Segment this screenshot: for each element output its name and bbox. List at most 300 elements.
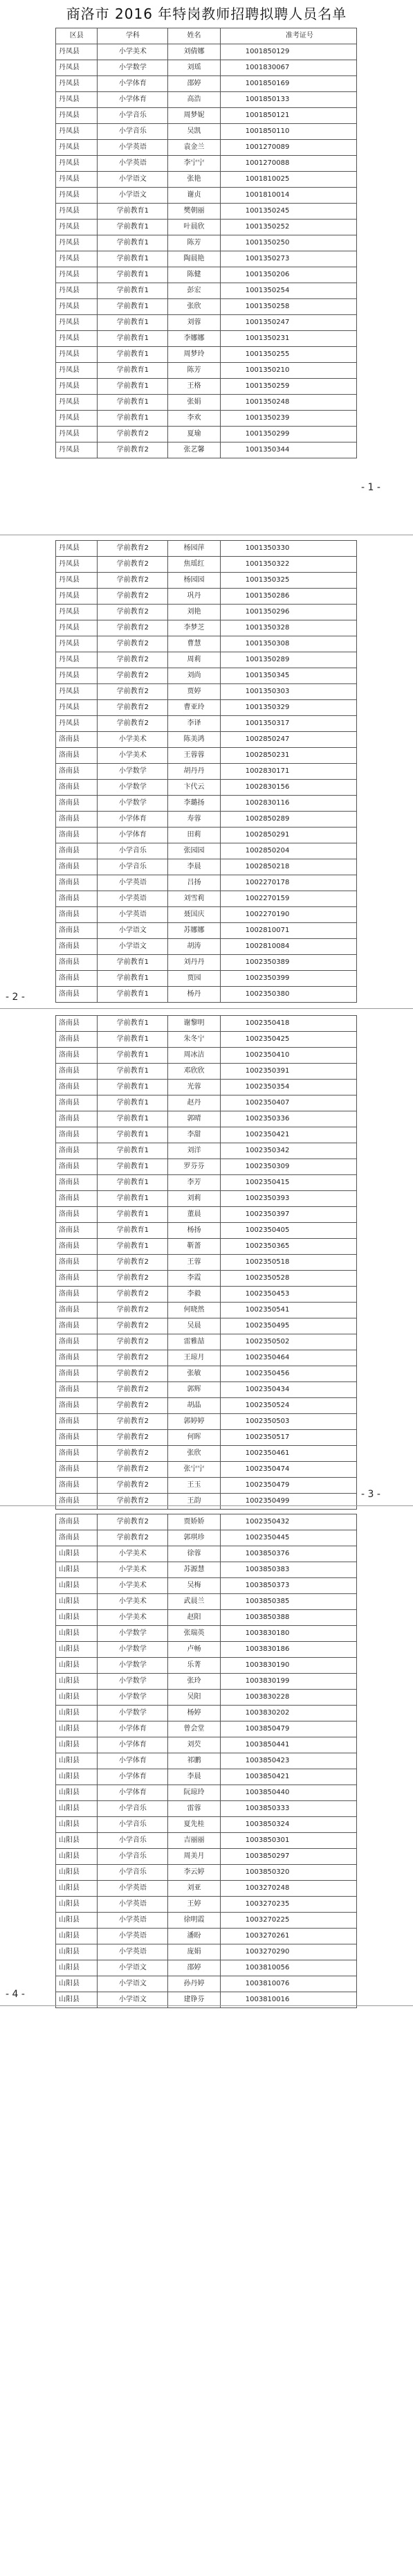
- cell-exam-id: 1003810076: [220, 1976, 356, 1992]
- cell-subject: 学前教育2: [98, 1530, 168, 1546]
- list-table-4: [55, 1514, 357, 2008]
- cell-subject: 小学数学: [98, 1706, 168, 1721]
- cell-exam-id: 1002350453: [220, 1287, 356, 1303]
- cell-district: 丹凤县: [56, 573, 98, 589]
- cell-name: 陈芳: [168, 235, 220, 251]
- cell-name: 周梦玲: [168, 347, 220, 363]
- cell-exam-id: 1002270178: [220, 875, 356, 891]
- cell-exam-id: 1001350255: [220, 347, 356, 363]
- cell-name: 李欢: [168, 411, 220, 427]
- table-row: [56, 235, 357, 251]
- cell-name: 李娜娜: [168, 331, 220, 347]
- cell-name: 李云婷: [168, 1865, 220, 1881]
- cell-subject: 小学英语: [98, 907, 168, 923]
- cell-exam-id: 1002830156: [220, 780, 356, 796]
- cell-exam-id: 1002830116: [220, 796, 356, 812]
- cell-name: 建铮芬: [168, 1992, 220, 2008]
- cell-district: 洛南县: [56, 1239, 98, 1255]
- cell-subject: 学前教育1: [98, 283, 168, 299]
- cell-exam-id: 1003850388: [220, 1610, 356, 1626]
- cell-exam-id: 1002350495: [220, 1318, 356, 1334]
- cell-district: 洛南县: [56, 1127, 98, 1143]
- cell-subject: 小学体育: [98, 1753, 168, 1769]
- cell-exam-id: 1002350389: [220, 955, 356, 971]
- cell-district: 丹凤县: [56, 636, 98, 652]
- table-row: [56, 573, 357, 589]
- cell-subject: 小学语文: [98, 172, 168, 188]
- cell-subject: 学前教育1: [98, 1111, 168, 1127]
- cell-subject: 学前教育2: [98, 1430, 168, 1446]
- cell-exam-id: 1002350503: [220, 1414, 356, 1430]
- cell-exam-id: 1001350231: [220, 331, 356, 347]
- cell-district: 洛南县: [56, 748, 98, 764]
- cell-subject: 学前教育2: [98, 700, 168, 716]
- cell-district: 山阳县: [56, 1626, 98, 1642]
- cell-exam-id: 1002850289: [220, 812, 356, 828]
- cell-exam-id: 1003830180: [220, 1626, 356, 1642]
- table-row: [56, 204, 357, 220]
- cell-district: 丹凤县: [56, 605, 98, 620]
- table-row: [56, 363, 357, 379]
- cell-subject: 学前教育2: [98, 442, 168, 458]
- table-row: [56, 156, 357, 172]
- cell-name: 陈健: [168, 267, 220, 283]
- cell-name: 李璐扬: [168, 796, 220, 812]
- cell-exam-id: 1003850479: [220, 1721, 356, 1737]
- cell-district: 洛南县: [56, 1255, 98, 1271]
- table-row: [56, 812, 357, 828]
- cell-name: 刘洋: [168, 1143, 220, 1159]
- cell-subject: 小学英语: [98, 875, 168, 891]
- cell-name: 高浩: [168, 92, 220, 108]
- cell-exam-id: 1002350461: [220, 1446, 356, 1462]
- cell-name: 杨园萍: [168, 541, 220, 557]
- cell-name: 周莉: [168, 652, 220, 668]
- cell-district: 洛南县: [56, 1478, 98, 1494]
- cell-subject: 学前教育1: [98, 987, 168, 1003]
- cell-name: 刘尚: [168, 668, 220, 684]
- cell-name: 徐明霞: [168, 1913, 220, 1929]
- table-row: [56, 1865, 357, 1881]
- cell-exam-id: 1002350336: [220, 1111, 356, 1127]
- table-row: [56, 140, 357, 156]
- table-row: [56, 1414, 357, 1430]
- table-row: [56, 1785, 357, 1801]
- table-row: [56, 923, 357, 939]
- cell-subject: 小学音乐: [98, 108, 168, 124]
- cell-district: 丹凤县: [56, 156, 98, 172]
- cell-district: 洛南县: [56, 955, 98, 971]
- cell-name: 祁鹏: [168, 1753, 220, 1769]
- cell-district: 山阳县: [56, 1721, 98, 1737]
- cell-exam-id: 1002350415: [220, 1175, 356, 1191]
- table-row: [56, 347, 357, 363]
- cell-name: 武晨兰: [168, 1594, 220, 1610]
- cell-exam-id: 1002350499: [220, 1494, 356, 1510]
- cell-name: 刘丹丹: [168, 955, 220, 971]
- cell-exam-id: 1001850110: [220, 124, 356, 140]
- cell-name: 胡丹丹: [168, 764, 220, 780]
- cell-exam-id: 1001270089: [220, 140, 356, 156]
- table-row: [56, 172, 357, 188]
- cell-district: 丹凤县: [56, 60, 98, 76]
- cell-district: 山阳县: [56, 1992, 98, 2008]
- cell-exam-id: 1002350421: [220, 1127, 356, 1143]
- cell-subject: 小学美术: [98, 1562, 168, 1578]
- table-row: [56, 1626, 357, 1642]
- cell-subject: 小学体育: [98, 92, 168, 108]
- cell-exam-id: 1002350541: [220, 1303, 356, 1318]
- cell-subject: 学前教育2: [98, 1334, 168, 1350]
- cell-exam-id: 1001350345: [220, 668, 356, 684]
- cell-district: 山阳县: [56, 1801, 98, 1817]
- cell-name: 李霞: [168, 1271, 220, 1287]
- cell-exam-id: 1002350518: [220, 1255, 356, 1271]
- cell-subject: 小学数学: [98, 780, 168, 796]
- table-row: [56, 1833, 357, 1849]
- cell-name: 杨婷: [168, 1706, 220, 1721]
- cell-name: 夏先桂: [168, 1817, 220, 1833]
- cell-name: 曾会堂: [168, 1721, 220, 1737]
- cell-exam-id: 1002850231: [220, 748, 356, 764]
- cell-name: 聂国庆: [168, 907, 220, 923]
- cell-name: 郭琪珍: [168, 1530, 220, 1546]
- cell-subject: 小学音乐: [98, 1849, 168, 1865]
- cell-subject: 小学音乐: [98, 1865, 168, 1881]
- cell-subject: 小学语文: [98, 1992, 168, 2008]
- cell-name: 王蓉蓉: [168, 748, 220, 764]
- cell-exam-id: 1002350479: [220, 1478, 356, 1494]
- cell-name: 张欣: [168, 1446, 220, 1462]
- cell-district: 丹凤县: [56, 283, 98, 299]
- cell-exam-id: 1001350210: [220, 363, 356, 379]
- cell-district: 洛南县: [56, 987, 98, 1003]
- cell-subject: 学前教育2: [98, 1303, 168, 1318]
- table-row: [56, 1494, 357, 1510]
- cell-exam-id: 1002350309: [220, 1159, 356, 1175]
- cell-subject: 小学数学: [98, 796, 168, 812]
- cell-exam-id: 1003270248: [220, 1881, 356, 1897]
- cell-district: 洛南县: [56, 780, 98, 796]
- table-row: [56, 1960, 357, 1976]
- cell-name: 邵婷: [168, 76, 220, 92]
- cell-district: 洛南县: [56, 1048, 98, 1064]
- table-row: [56, 92, 357, 108]
- cell-district: 山阳县: [56, 1881, 98, 1897]
- cell-subject: 学前教育1: [98, 379, 168, 395]
- table-row: [56, 1430, 357, 1446]
- cell-district: 洛南县: [56, 1143, 98, 1159]
- cell-subject: 学前教育2: [98, 605, 168, 620]
- cell-subject: 学前教育2: [98, 684, 168, 700]
- cell-district: 洛南县: [56, 1350, 98, 1366]
- cell-subject: 小学英语: [98, 1897, 168, 1913]
- table-row: [56, 1446, 357, 1462]
- cell-district: 山阳县: [56, 1562, 98, 1578]
- cell-district: 山阳县: [56, 1785, 98, 1801]
- document-title: 商洛市 2016 年特岗教师招聘拟聘人员名单: [66, 6, 347, 22]
- table-row: [56, 1462, 357, 1478]
- cell-exam-id: 1002350407: [220, 1095, 356, 1111]
- cell-name: 苏源慧: [168, 1562, 220, 1578]
- cell-exam-id: 1001350296: [220, 605, 356, 620]
- table-row: [56, 796, 357, 812]
- cell-exam-id: 1002350397: [220, 1207, 356, 1223]
- cell-district: 山阳县: [56, 1960, 98, 1976]
- cell-district: 丹凤县: [56, 411, 98, 427]
- table-row: [56, 1287, 357, 1303]
- cell-name: 王格: [168, 379, 220, 395]
- cell-name: 王婷: [168, 1897, 220, 1913]
- cell-name: 张园园: [168, 843, 220, 859]
- table-row: [56, 843, 357, 859]
- cell-exam-id: 1003830228: [220, 1690, 356, 1706]
- cell-subject: 学前教育1: [98, 395, 168, 411]
- cell-name: 光蓉: [168, 1080, 220, 1095]
- cell-name: 雷雅喆: [168, 1334, 220, 1350]
- cell-subject: 小学体育: [98, 812, 168, 828]
- cell-exam-id: 1002350342: [220, 1143, 356, 1159]
- cell-exam-id: 1001350289: [220, 652, 356, 668]
- page-number: - 3 -: [361, 1489, 380, 1500]
- cell-district: 洛南县: [56, 1446, 98, 1462]
- cell-district: 洛南县: [56, 1287, 98, 1303]
- cell-district: 丹凤县: [56, 557, 98, 573]
- cell-exam-id: 1002350524: [220, 1398, 356, 1414]
- table-row: [56, 442, 357, 458]
- cell-name: 李译: [168, 716, 220, 732]
- cell-exam-id: 1002350528: [220, 1271, 356, 1287]
- table-row: [56, 315, 357, 331]
- table-row: [56, 1350, 357, 1366]
- table-row: [56, 1769, 357, 1785]
- cell-name: 吉丽丽: [168, 1833, 220, 1849]
- table-row: [56, 331, 357, 347]
- cell-exam-id: 1003830186: [220, 1642, 356, 1658]
- cell-exam-id: 1001350206: [220, 267, 356, 283]
- cell-subject: 小学语文: [98, 939, 168, 955]
- table-row: [56, 780, 357, 796]
- cell-subject: 学前教育1: [98, 1095, 168, 1111]
- cell-district: 洛南县: [56, 1530, 98, 1546]
- cell-subject: 学前教育2: [98, 1271, 168, 1287]
- table-row: [56, 1127, 357, 1143]
- cell-district: 丹凤县: [56, 220, 98, 235]
- cell-exam-id: 1001350344: [220, 442, 356, 458]
- cell-subject: 学前教育1: [98, 204, 168, 220]
- cell-district: 洛南县: [56, 1095, 98, 1111]
- cell-subject: 学前教育2: [98, 1255, 168, 1271]
- cell-subject: 小学数学: [98, 60, 168, 76]
- cell-subject: 小学音乐: [98, 124, 168, 140]
- table-row: [56, 907, 357, 923]
- cell-subject: 小学音乐: [98, 843, 168, 859]
- cell-district: 山阳县: [56, 1833, 98, 1849]
- table-row: [56, 1594, 357, 1610]
- cell-name: 庞娟: [168, 1944, 220, 1960]
- table-row: [56, 891, 357, 907]
- cell-exam-id: 1003850333: [220, 1801, 356, 1817]
- list-table-2: [55, 540, 357, 1003]
- cell-district: 丹凤县: [56, 188, 98, 204]
- cell-name: 刘蓉: [168, 315, 220, 331]
- cell-exam-id: 1001350328: [220, 620, 356, 636]
- cell-subject: 小学英语: [98, 1929, 168, 1944]
- table-row: [56, 427, 357, 442]
- cell-district: 洛南县: [56, 732, 98, 748]
- table-row: [56, 1159, 357, 1175]
- cell-exam-id: 1002350391: [220, 1064, 356, 1080]
- cell-name: 吕扬: [168, 875, 220, 891]
- cell-district: 山阳县: [56, 1594, 98, 1610]
- cell-name: 李晨: [168, 1769, 220, 1785]
- cell-name: 杨丹: [168, 987, 220, 1003]
- cell-name: 胡涛: [168, 939, 220, 955]
- table-row: [56, 955, 357, 971]
- table-row: [56, 828, 357, 843]
- table-row: [56, 1255, 357, 1271]
- cell-district: 洛南县: [56, 764, 98, 780]
- cell-subject: 学前教育1: [98, 1127, 168, 1143]
- table-row: [56, 1546, 357, 1562]
- cell-district: 山阳县: [56, 1913, 98, 1929]
- cell-district: 洛南县: [56, 1111, 98, 1127]
- table-row: [56, 1610, 357, 1626]
- cell-subject: 小学英语: [98, 1913, 168, 1929]
- cell-name: 田莉: [168, 828, 220, 843]
- cell-subject: 小学体育: [98, 76, 168, 92]
- cell-district: 山阳县: [56, 1976, 98, 1992]
- cell-district: 丹凤县: [56, 427, 98, 442]
- table-row: [56, 1578, 357, 1594]
- table-row: [56, 395, 357, 411]
- cell-district: 洛南县: [56, 1318, 98, 1334]
- cell-exam-id: 1001350248: [220, 395, 356, 411]
- cell-exam-id: 1002350410: [220, 1048, 356, 1064]
- cell-name: 孙丹婷: [168, 1976, 220, 1992]
- column-header-subject: 学科: [98, 28, 168, 44]
- table-row: [56, 1064, 357, 1080]
- table-row: [56, 1478, 357, 1494]
- cell-district: 洛南县: [56, 1191, 98, 1207]
- cell-subject: 小学美术: [98, 1578, 168, 1594]
- table-row: [56, 1562, 357, 1578]
- table-row: [56, 1095, 357, 1111]
- cell-exam-id: 1001350303: [220, 684, 356, 700]
- table-row: [56, 764, 357, 780]
- cell-subject: 学前教育2: [98, 1462, 168, 1478]
- cell-name: 曹亚玲: [168, 700, 220, 716]
- cell-subject: 小学体育: [98, 1721, 168, 1737]
- cell-district: 洛南县: [56, 1494, 98, 1510]
- cell-exam-id: 1002350434: [220, 1382, 356, 1398]
- cell-district: 丹凤县: [56, 267, 98, 283]
- cell-name: 何晖: [168, 1430, 220, 1446]
- cell-subject: 小学英语: [98, 156, 168, 172]
- cell-subject: 学前教育1: [98, 1191, 168, 1207]
- cell-exam-id: 1003830202: [220, 1706, 356, 1721]
- cell-name: 赵丹: [168, 1095, 220, 1111]
- cell-name: 董晨: [168, 1207, 220, 1223]
- cell-district: 丹凤县: [56, 363, 98, 379]
- cell-subject: 学前教育1: [98, 411, 168, 427]
- cell-district: 丹凤县: [56, 395, 98, 411]
- cell-subject: 学前教育1: [98, 1207, 168, 1223]
- cell-district: 丹凤县: [56, 652, 98, 668]
- cell-subject: 小学音乐: [98, 1833, 168, 1849]
- cell-name: 夏瑜: [168, 427, 220, 442]
- cell-subject: 学前教育1: [98, 1048, 168, 1064]
- cell-district: 丹凤县: [56, 379, 98, 395]
- cell-exam-id: 1001350325: [220, 573, 356, 589]
- cell-exam-id: 1002830171: [220, 764, 356, 780]
- cell-district: 洛南县: [56, 1032, 98, 1048]
- cell-district: 洛南县: [56, 907, 98, 923]
- cell-district: 洛南县: [56, 1382, 98, 1398]
- cell-subject: 学前教育1: [98, 1143, 168, 1159]
- cell-name: 王玉: [168, 1478, 220, 1494]
- table-row: [56, 1191, 357, 1207]
- cell-exam-id: 1002270159: [220, 891, 356, 907]
- cell-exam-id: 1001270088: [220, 156, 356, 172]
- cell-subject: 小学美术: [98, 748, 168, 764]
- cell-district: 山阳县: [56, 1674, 98, 1690]
- cell-name: 吴梅: [168, 1578, 220, 1594]
- cell-subject: 学前教育2: [98, 1287, 168, 1303]
- table-row: [56, 1913, 357, 1929]
- cell-exam-id: 1003850376: [220, 1546, 356, 1562]
- cell-subject: 学前教育1: [98, 220, 168, 235]
- cell-subject: 学前教育1: [98, 1175, 168, 1191]
- page-divider: [0, 1008, 413, 1009]
- column-header-exam-id: 准考证号: [220, 28, 356, 44]
- cell-subject: 学前教育2: [98, 1350, 168, 1366]
- cell-district: 山阳县: [56, 1944, 98, 1960]
- cell-name: 李甜: [168, 1127, 220, 1143]
- column-header-district: 区县: [56, 28, 98, 44]
- cell-district: 丹凤县: [56, 92, 98, 108]
- table-row: [56, 1080, 357, 1095]
- table-row: [56, 251, 357, 267]
- table-row: [56, 1303, 357, 1318]
- cell-district: 洛南县: [56, 1207, 98, 1223]
- cell-exam-id: 1003850301: [220, 1833, 356, 1849]
- table-row: [56, 1737, 357, 1753]
- cell-exam-id: 1003270225: [220, 1913, 356, 1929]
- table-row: [56, 1753, 357, 1769]
- table-row: [56, 1881, 357, 1897]
- cell-subject: 小学数学: [98, 1674, 168, 1690]
- cell-name: 何晓然: [168, 1303, 220, 1318]
- table-row: [56, 1032, 357, 1048]
- cell-district: 丹凤县: [56, 620, 98, 636]
- cell-name: 贾园: [168, 971, 220, 987]
- cell-name: 陈芳: [168, 363, 220, 379]
- cell-subject: 学前教育2: [98, 427, 168, 442]
- cell-exam-id: 1003810016: [220, 1992, 356, 2008]
- cell-name: 张艳: [168, 172, 220, 188]
- cell-exam-id: 1003270235: [220, 1897, 356, 1913]
- cell-exam-id: 1002350432: [220, 1514, 356, 1530]
- cell-name: 郭辉: [168, 1382, 220, 1398]
- cell-subject: 小学美术: [98, 1546, 168, 1562]
- cell-name: 杨扬: [168, 1223, 220, 1239]
- table-row: [56, 859, 357, 875]
- cell-name: 谢贞: [168, 188, 220, 204]
- table-row: [56, 1111, 357, 1127]
- cell-subject: 学前教育2: [98, 1382, 168, 1398]
- table-row: [56, 283, 357, 299]
